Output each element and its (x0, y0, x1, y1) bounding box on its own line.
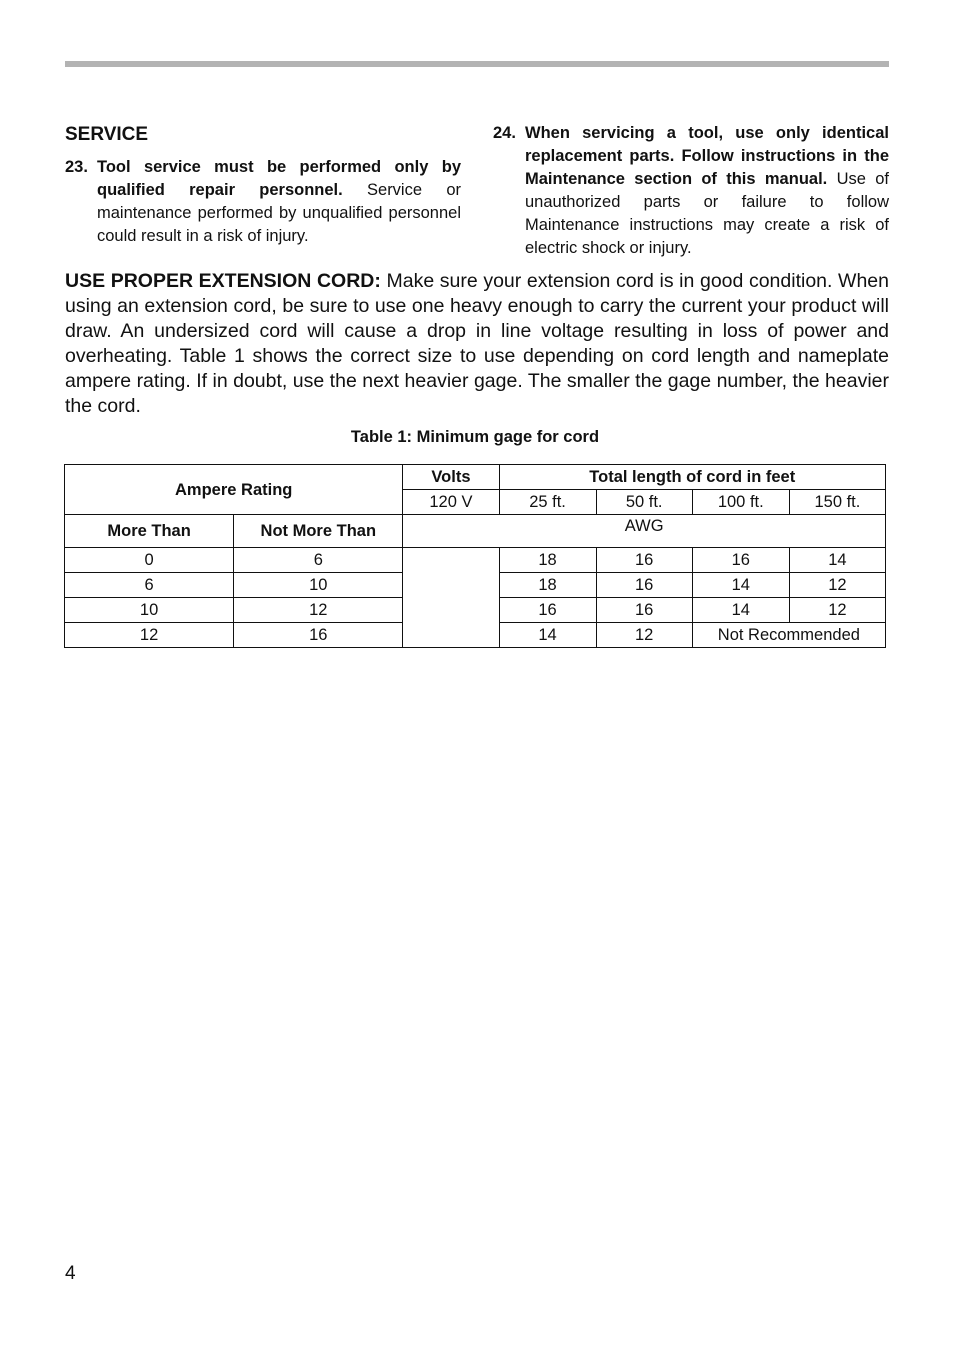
extension-cord-paragraph (65, 269, 889, 419)
service-item-23 (65, 156, 461, 248)
length-50-header: 50 ft. (596, 490, 692, 515)
empty-volts-cell (403, 548, 499, 648)
service-heading: SERVICE (65, 124, 149, 145)
not-more-than-cell: 10 (234, 573, 403, 598)
gage-100-cell: 14 (692, 598, 789, 623)
item-text: Use of unauthorized parts or failure to follow Maintenance instructions may create a risk of electric shock or injury. (525, 170, 889, 257)
not-more-than-header: Not More Than (234, 515, 403, 548)
gage-table (64, 464, 886, 648)
top-rule (65, 61, 889, 67)
extension-cord-lead: USE PROPER EXTENSION CORD: (65, 270, 381, 292)
not-more-than-cell: 12 (234, 598, 403, 623)
page-number: 4 (65, 1263, 76, 1284)
not-more-than-cell: 6 (234, 548, 403, 573)
table-header-row (65, 465, 886, 490)
gage-150-cell: 14 (789, 548, 885, 573)
item-number: 23. (65, 158, 88, 176)
total-length-header: Total length of cord in feet (499, 465, 886, 490)
table-caption: Table 1: Minimum gage for cord (350, 428, 600, 446)
length-25-header: 25 ft. (499, 490, 596, 515)
more-than-cell: 0 (65, 548, 234, 573)
extension-cord-text: Make sure your extension cord is in good condition. When using an extension cord, be sure to use one heavy enough to carry the current your product will draw. An undersized cord will cause a drop in line voltage resulting in loss of power and overheating. Table 1 shows the correct size to use depending on cord length and nameplate ampere rating. If in doubt, use the next heavier gage. The smaller the gage number, the heavier the cord. (65, 270, 889, 417)
more-than-cell: 6 (65, 573, 234, 598)
length-100-header: 100 ft. (692, 490, 789, 515)
item-bold-text: Tool service must be performed only by qualified repair personnel. (97, 158, 461, 199)
not-more-than-cell: 16 (234, 623, 403, 648)
item-bold-text: When servicing a tool, use only identical replacement parts. Follow instructions in the Maintenance section of this manual. (525, 124, 889, 188)
gage-150-cell: 12 (789, 573, 885, 598)
more-than-cell: 10 (65, 598, 234, 623)
item-text: Service or maintenance performed by unqualified personnel could result in a risk of injury. (97, 181, 461, 245)
ampere-rating-header: Ampere Rating (65, 465, 403, 515)
table-label-row (65, 515, 886, 548)
gage-50-cell: 16 (596, 573, 692, 598)
table-row (65, 548, 886, 573)
more-than-cell: 12 (65, 623, 234, 648)
service-column-right (493, 122, 889, 260)
awg-header: AWG (403, 515, 886, 548)
gage-100-cell: 16 (692, 548, 789, 573)
volts-header: Volts (403, 465, 499, 490)
item-number: 24. (493, 124, 516, 142)
service-item-24 (493, 122, 889, 260)
gage-25-cell: 14 (499, 623, 596, 648)
service-column (65, 122, 461, 248)
more-than-header: More Than (65, 515, 234, 548)
gage-150-cell: 12 (789, 598, 885, 623)
not-recommended-cell: Not Recommended (692, 623, 885, 648)
gage-50-cell: 16 (596, 598, 692, 623)
gage-50-cell: 16 (596, 548, 692, 573)
gage-25-cell: 18 (499, 548, 596, 573)
voltage-cell: 120 V (403, 490, 499, 515)
gage-25-cell: 16 (499, 598, 596, 623)
gage-25-cell: 18 (499, 573, 596, 598)
gage-50-cell: 12 (596, 623, 692, 648)
gage-100-cell: 14 (692, 573, 789, 598)
length-150-header: 150 ft. (789, 490, 885, 515)
